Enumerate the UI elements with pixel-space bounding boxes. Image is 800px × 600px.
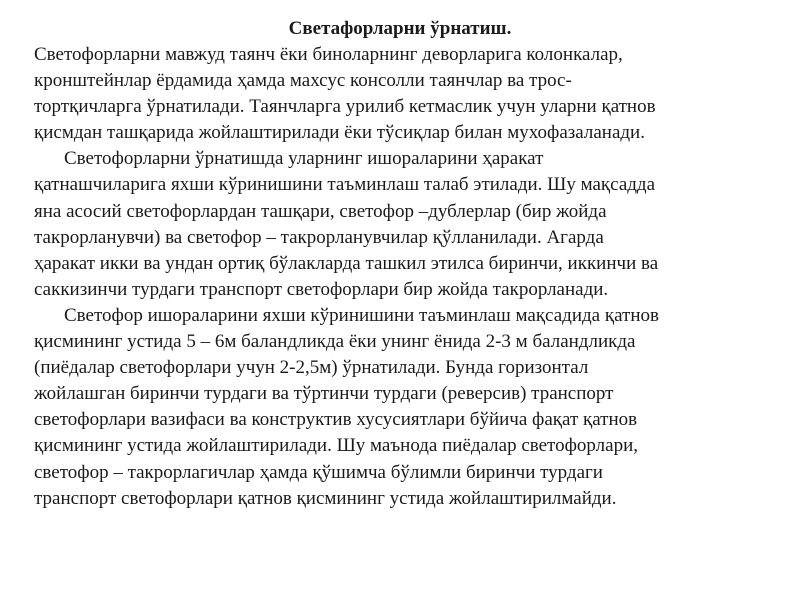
text-line: светофор – такрорлагичлар ҳамда қўшимча бўлимли биринчи турдаги <box>34 461 603 483</box>
paragraph-3 <box>34 303 774 512</box>
text-line: транспорт светофорлари қатнов қисмининг устида жойлаштирилмайди. <box>34 487 617 509</box>
text-line: Светофор ишораларини яхши кўринишини таъминлаш мақсадида қатнов <box>64 304 659 326</box>
text-line: тортқичларга ўрнатилади. Таянчларга урилиб кетмаслик учун уларни қатнов <box>34 96 656 118</box>
text-line: кронштейнлар ёрдамида ҳамда махсус консолли таянчлар ва трос- <box>34 70 572 92</box>
text-line: такрорланувчи) ва светофор – такрорланувчилар қўлланилади. Агарда <box>34 226 604 248</box>
text-line: (пиёдалар светофорлари учун 2-2,5м) ўрнатилади. Бунда горизонтал <box>34 357 589 379</box>
paragraph-1 <box>34 42 774 146</box>
text-line: Светофорларни мавжуд таянч ёки биноларнинг деворларига колонкалар, <box>34 44 623 65</box>
text-line: қисмининг устида 5 – 6м баландликда ёки унинг ёнида 2-3 м баландликда <box>34 331 636 353</box>
text-line: ҳаракат икки ва ундан ортиқ бўлакларда ташкил этилса биринчи, иккинчи ва <box>34 252 659 274</box>
paragraph-2 <box>34 146 774 303</box>
document-title: Светафорларни ўрнатиш. <box>288 18 512 39</box>
text-line: светофорлари вазифаси ва конструктив хусусиятлари бўйича фақат қатнов <box>34 409 638 431</box>
text-line: саккизинчи турдаги транспорт светофорлари бир жойда такрорланади. <box>34 278 609 300</box>
text-line: яна асосий светофорлардан ташқари, светофор –дублерлар (бир жойда <box>34 200 607 222</box>
text-line: қисмдан ташқарида жойлаштирилади ёки тўсиқлар билан мухофазаланади. <box>34 122 645 144</box>
text-line: қисмининг устида жойлаштирилади. Шу маънода пиёдалар светофорлари, <box>34 435 638 457</box>
text-line: Светофорларни ўрнатишда уларнинг ишораларини ҳаракат <box>64 148 544 170</box>
text-line: жойлашган биринчи турдаги ва тўртинчи турдаги (реверсив) транспорт <box>34 383 614 405</box>
text-line: қатнашчиларига яхши кўринишини таъминлаш талаб этилади. Шу мақсадда <box>34 174 656 196</box>
document-body <box>34 42 774 512</box>
